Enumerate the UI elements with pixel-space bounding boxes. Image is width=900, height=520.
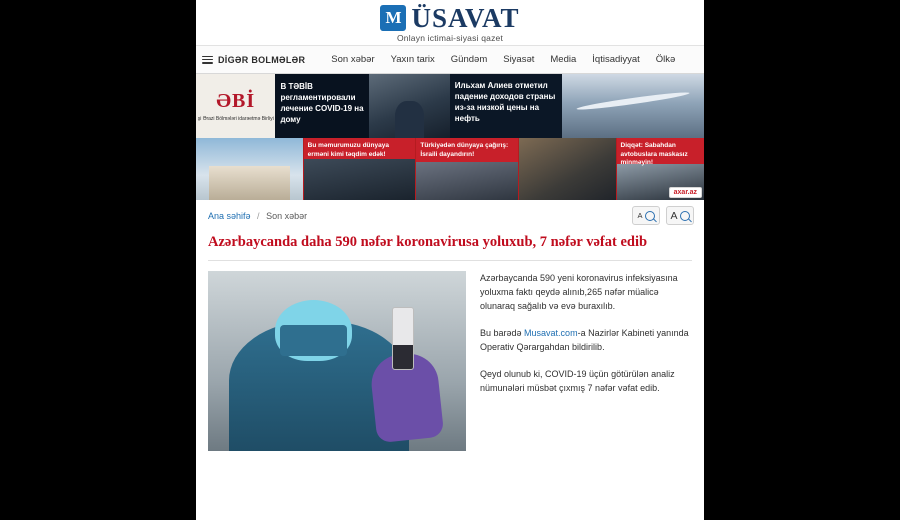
strip-caption-1 — [196, 138, 303, 142]
strip-item-3[interactable] — [416, 138, 519, 200]
strip-caption-5: Diqqət: Sabahdan avtobuslara maskasız minməyin! — [620, 142, 688, 166]
page-title: Azərbaycanda daha 590 nəfər koronavirusa yoluxub, 7 nəfər vəfat edib — [208, 234, 648, 250]
nav-item-olke[interactable]: Ölkə — [655, 54, 676, 65]
hamburger-icon — [202, 56, 213, 64]
breadcrumb-home[interactable]: Ana səhifə — [208, 210, 251, 221]
article-paragraph-3: Qeyd olunub ki, COVID-19 üçün götürülən analiz nümunələri müsbət çıxmış 7 nəfər vəfat edib. — [480, 369, 675, 393]
news-thumbnail-strip — [196, 138, 704, 200]
article-lead-photo — [208, 271, 466, 451]
strip-caption-4 — [519, 138, 616, 142]
font-increase-button[interactable] — [666, 206, 694, 225]
hero-headline-1[interactable]: В ТӘBİB регламентировали лечение COVID-19 на дому — [275, 74, 368, 138]
nav-item-siyaset[interactable]: Siyasət — [503, 54, 535, 65]
nav-item-media[interactable]: Media — [550, 54, 577, 65]
hero-photo-president — [369, 74, 450, 138]
nav-item-list — [331, 54, 675, 65]
nav-item-yaxin-tarix[interactable]: Yaxın tarix — [390, 54, 435, 65]
font-size-tools — [632, 206, 694, 225]
hero-banner-row — [196, 74, 704, 138]
site-logo[interactable] — [196, 4, 704, 32]
nav-item-iqtisadiyyat[interactable]: İqtisadiyyat — [592, 54, 640, 65]
musavat-link[interactable]: Musavat.com — [524, 328, 578, 338]
site-title: ÜSAVAT — [411, 3, 520, 33]
magnifier-icon — [645, 211, 655, 221]
main-navbar — [196, 45, 704, 74]
font-increase-label: A — [670, 209, 678, 222]
nav-item-son-xeber[interactable]: Son xəbər — [331, 54, 375, 65]
breadcrumb-row — [196, 200, 704, 229]
ad-logo-block — [196, 74, 275, 138]
magnifier-icon — [680, 211, 690, 221]
strip-item-5[interactable] — [617, 138, 704, 200]
strip-item-4[interactable] — [519, 138, 617, 200]
paragraph-2-before: Bu barədə — [480, 328, 525, 338]
strip-item-1[interactable] — [196, 138, 304, 200]
strip-caption-2: Bu məmurumuzu dünyaya erməni kimi təqdim edək! — [307, 142, 389, 158]
strip-source-badge: axar.az — [669, 187, 702, 198]
font-decrease-label: A — [637, 211, 643, 220]
article-paragraph-2 — [480, 326, 692, 354]
ad-banner-ebi[interactable] — [196, 74, 369, 138]
hero-banner-3[interactable] — [562, 74, 704, 138]
strip-photo-3 — [416, 162, 518, 200]
strip-photo-2 — [304, 159, 416, 200]
paragraph-2-after: -a Nazirlər Kabineti yanında Operativ Qərargahdan bildirilib. — [480, 328, 689, 352]
test-tube-icon — [392, 307, 415, 370]
ad-brand-label: ƏBİ — [216, 89, 256, 112]
breadcrumb — [208, 211, 307, 221]
breadcrumb-separator: / — [257, 210, 260, 221]
article-body — [196, 261, 704, 451]
site-tagline: Onlayn ictimai-siyasi qazet — [396, 33, 504, 43]
site-masthead — [196, 0, 704, 45]
hero-headline-2[interactable]: Ильхам Алиев отметил падение доходов страны из-за низкой цены на нефть — [454, 81, 556, 123]
other-sections-label: DİGƏR BOLMƏLƏR — [218, 54, 306, 65]
strip-item-2[interactable] — [304, 138, 417, 200]
m-logo-icon — [380, 5, 406, 31]
other-sections-button[interactable] — [202, 55, 317, 65]
ad-brand-sub: şi Ərazi Bölmələri idarəetmə Birliyi — [197, 115, 274, 122]
article-text — [480, 271, 692, 451]
font-decrease-button[interactable] — [632, 206, 660, 225]
nav-item-gundem[interactable]: Gündəm — [450, 54, 488, 65]
breadcrumb-current: Son xəbər — [266, 210, 308, 221]
hero-banner-2[interactable] — [369, 74, 562, 138]
browser-viewport — [196, 0, 704, 520]
strip-photo-4 — [519, 138, 616, 200]
article-paragraph-1: Azərbaycanda 590 yeni koronavirus infeksiyasına yoluxma faktı qeydə alınıb,265 nəfər müalicə olunaraq sağalıb və evə buraxılıb. — [480, 273, 678, 311]
face-mask-icon — [280, 325, 347, 356]
strip-caption-3: Türkiyədən dünyaya çağırış: İsraili dayandırın! — [420, 142, 509, 158]
